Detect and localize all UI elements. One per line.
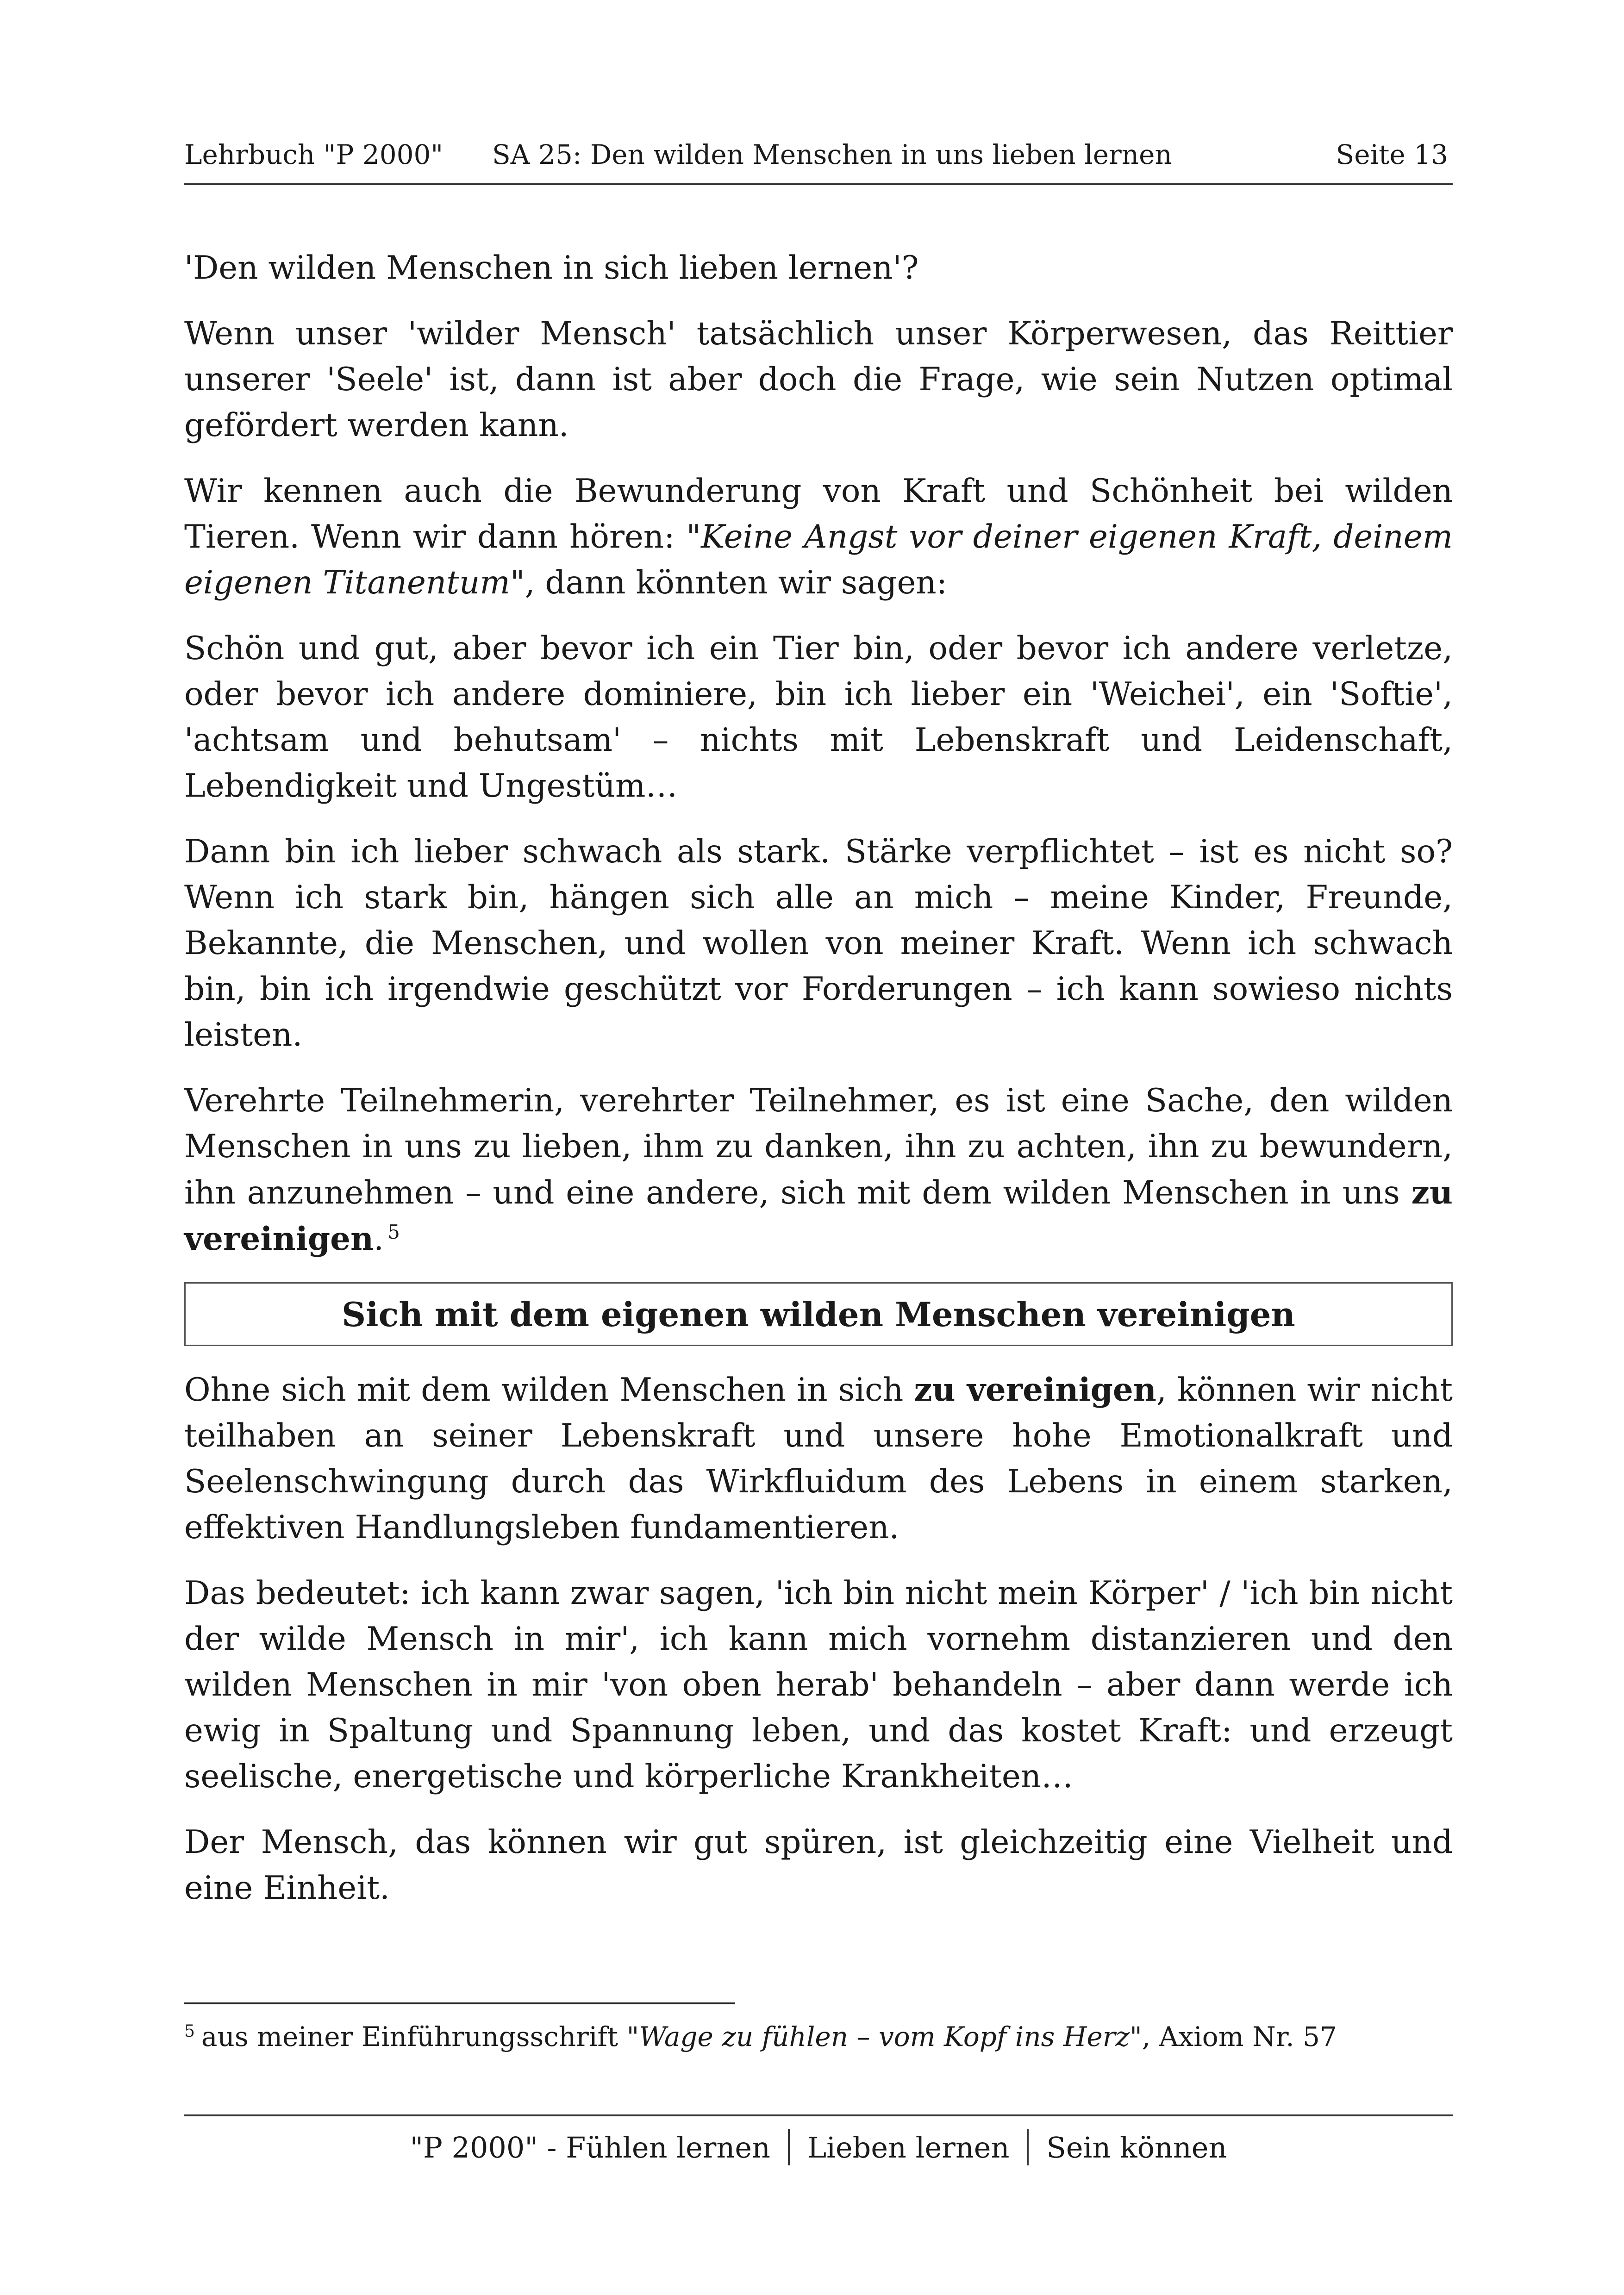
section-heading-box — [184, 1282, 1453, 1346]
emphasis-text: zu vereinigen — [914, 1371, 1156, 1409]
header-page-number: Seite 13 — [1336, 139, 1448, 170]
paragraph — [184, 468, 1453, 606]
paragraph: Schön und gut, aber bevor ich ein Tier bin, oder bevor ich andere verletze, oder bevor ich andere dominiere, bin ich lieber ein 'Weichei', ein 'Softie', 'achtsam und behutsam' – nichts mit Lebenskraft und Leidenschaft, Lebendigkeit und Ungestüm… — [184, 630, 1453, 804]
footnote-divider — [184, 2002, 735, 2004]
main-text — [184, 245, 1453, 1931]
footnote-reference[interactable]: 5 — [387, 1221, 400, 1243]
paragraph-text: . — [374, 1221, 384, 1258]
page-footer — [184, 2114, 1453, 2172]
paragraph-text: Wir kennen auch die Bewunderung von Kraft und Schönheit bei wilden Tieren. Wenn wir dann hören: — [184, 473, 1453, 555]
paragraph-text: , können wir nicht teilhaben an seiner Lebenskraft und unsere hohe Emotionalkraft und Seelenschwingung durch das Wirkfluidum des Lebens in einem starken, effektiven Handlungsleben fundamentieren. — [184, 1372, 1453, 1546]
paragraph: Das bedeutet: ich kann zwar sagen, 'ich bin nicht mein Körper' / 'ich bin nicht der wilde Mensch in mir', ich kann mich vornehm distanzieren und den wilden Menschen in mir 'von oben herab' behandeln – aber dann werde ich ewig in Spaltung und Spannung leben, und das kostet Kraft: und erzeugt seelische, energetische und körperliche Krankheiten… — [184, 1575, 1453, 1795]
footer-part-2: Lieben lernen — [807, 2130, 1010, 2164]
paragraph: Dann bin ich lieber schwach als stark. Stärke verpflichtet – ist es nicht so? Wenn ich stark bin, hängen sich alle an mich – meine Kinder, Freunde, Bekannte, die Menschen, und wollen von meiner Kraft. Wenn ich schwach bin, bin ich irgendwie geschützt vor Forderungen – ich kann sowieso nichts leisten. — [184, 833, 1453, 1054]
paragraph-text: Verehrte Teilnehmerin, verehrter Teilnehmer, es ist eine Sache, den wilden Menschen in uns zu lieben, ihm zu danken, ihn zu achten, ihn zu bewundern, ihn anzunehmen – und eine andere, sich mit dem wilden Menschen in uns — [184, 1082, 1453, 1211]
footer-line — [184, 2129, 1453, 2165]
footnote — [184, 2016, 1453, 2058]
quote-text: "Keine Angst vor deiner eigenen Kraft, deinem eigenen Titanentum" — [184, 518, 1453, 601]
footnote-text: , Axiom Nr. 57 — [1142, 2021, 1337, 2052]
emphasis-text: zu vereinigen — [184, 1174, 1453, 1258]
section-heading: Sich mit dem eigenen wilden Menschen vereinigen — [342, 1294, 1295, 1334]
footer-separator — [1027, 2129, 1029, 2165]
footnote-text: aus meiner Einführungsschrift — [201, 2021, 627, 2052]
paragraph — [184, 1367, 1453, 1551]
paragraph-text: Ohne sich mit dem wilden Menschen in sich — [184, 1372, 914, 1409]
header-chapter-title: SA 25: Den wilden Menschen in uns lieben lernen — [492, 139, 1172, 170]
paragraph: Der Mensch, das können wir gut spüren, ist gleichzeitig eine Vielheit und eine Einheit. — [184, 1824, 1453, 1907]
paragraph — [184, 1078, 1453, 1262]
page-header — [184, 134, 1453, 185]
paragraph-text: , dann könnten wir sagen: — [525, 564, 947, 601]
footnote-source-title: "Wage zu fühlen – vom Kopf ins Herz" — [626, 2021, 1142, 2052]
paragraph-question: 'Den wilden Menschen in sich lieben lernen'? — [184, 249, 919, 287]
footnote-number: 5 — [184, 2021, 195, 2041]
header-book-title: Lehrbuch "P 2000" — [184, 139, 443, 170]
paragraph: Wenn unser 'wilder Mensch' tatsächlich unser Körperwesen, das Reittier unserer 'Seele' ist, dann ist aber doch die Frage, wie sein Nutzen optimal gefördert werden kann. — [184, 315, 1453, 444]
footer-part-1: "P 2000" - Fühlen lernen — [410, 2130, 770, 2164]
footer-part-3: Sein können — [1046, 2130, 1227, 2164]
footer-separator — [788, 2129, 790, 2165]
